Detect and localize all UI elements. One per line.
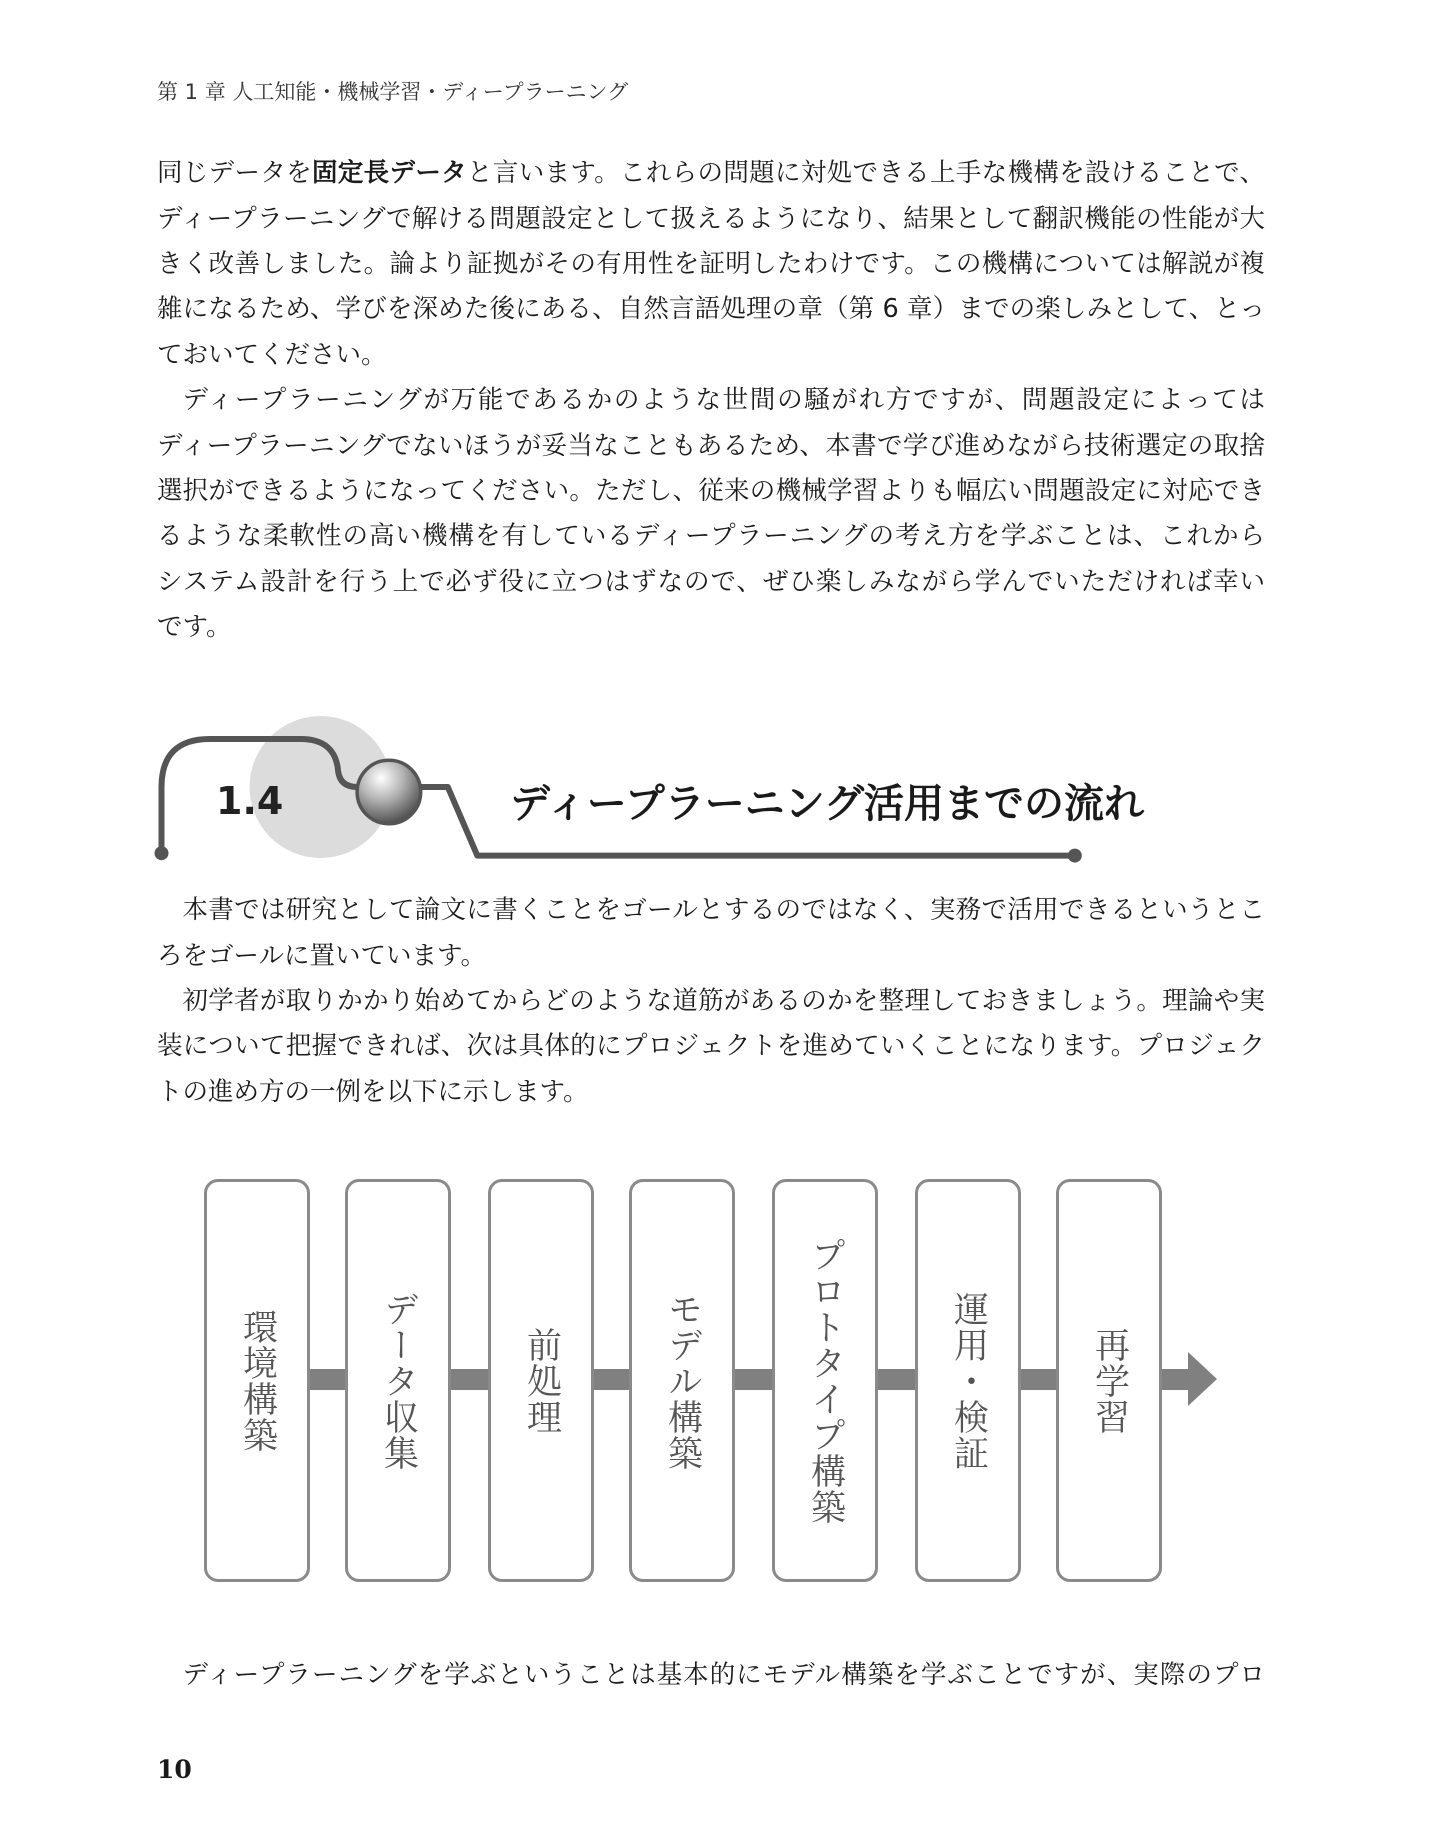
paragraph3-line-2: ろをゴールに置いています。	[157, 940, 486, 971]
flow-step-prototype	[772, 1179, 878, 1582]
flow-step-environment	[204, 1179, 310, 1582]
section-title: ディープラーニング活用までの流れ	[510, 781, 1144, 827]
intro-line-2: ディープラーニングで解ける問題設定として扱えるようになり、結果として翻訳機能の性能が大	[157, 203, 1265, 234]
flow-connector	[1020, 1369, 1057, 1390]
paragraph2-line-1: ディープラーニングが万能であるかのような世間の騒がれ方ですが、問題設定によっては	[182, 385, 1265, 416]
flow-step-model-building	[629, 1179, 735, 1582]
page-number: 10	[157, 1755, 192, 1784]
paragraph3-line-1: 本書では研究として論文に書くことをゴールとするのではなく、実務で活用できるというとこ	[182, 895, 1265, 926]
paragraph2-line-3: 選択ができるようになってください。ただし、従来の機械学習よりも幅広い問題設定に対応でき	[157, 476, 1265, 507]
intro-line-4: 雑になるため、学びを深めた後にある、自然言語処理の章（第 6 章）までの楽しみとして、とっ	[157, 294, 1265, 325]
flow-arrow-head	[1188, 1352, 1217, 1406]
running-head: 第 1 章 人工知能・機械学習・ディープラーニング	[157, 80, 629, 104]
section-number: 1.4	[216, 779, 284, 823]
flow-connector	[309, 1369, 346, 1390]
paragraph4-line-1: 初学者が取りかかり始めてからどのような道筋があるのかを整理しておきましょう。理論や実	[182, 986, 1265, 1017]
flow-step-label: データ収集	[378, 1290, 419, 1471]
intro-line-1	[157, 151, 1265, 196]
flow-step-label: 環境構築	[237, 1308, 278, 1453]
paragraph2-line-5: システム設計を行う上で必ず役に立つはずなので、ぜひ楽しみながら学んでいただければ幸い	[157, 566, 1265, 597]
flow-step-data-collection	[345, 1179, 451, 1582]
flow-step-label: 前処理	[521, 1326, 562, 1435]
body-text-top	[157, 151, 1265, 650]
section-start-dot	[155, 846, 169, 860]
flow-step-label: モデル構築	[662, 1290, 703, 1471]
flow-step-label: 運用・検証	[948, 1290, 989, 1471]
flow-step-label: プロトタイプ構築	[805, 1236, 846, 1525]
body-text-middle	[157, 888, 1265, 1115]
body-text-bottom	[157, 1653, 1265, 1698]
section-end-dot	[1068, 849, 1082, 863]
flow-step-preprocessing	[488, 1179, 594, 1582]
flow-connector	[734, 1369, 773, 1390]
flow-connector	[593, 1369, 630, 1390]
paragraph2-line-2: ディープラーニングでないほうが妥当なこともあるため、本書で学び進めながら技術選定の取捨	[157, 430, 1265, 461]
intro-line-5: ておいてください。	[157, 339, 387, 370]
paragraph4-line-2: 装について把握できれば、次は具体的にプロジェクトを進めていくことになります。プロジェク	[157, 1031, 1265, 1062]
text-span: 同じデータを	[157, 158, 313, 189]
text-span: と言います。これらの問題に対処できる上手な機構を設けることで、	[467, 158, 1265, 189]
paragraph2-line-4: るような柔軟性の高い機構を有しているディープラーニングの考え方を学ぶことは、これから	[157, 521, 1265, 552]
paragraph2-line-6: です。	[157, 612, 232, 643]
flow-arrow-shaft	[1161, 1369, 1190, 1390]
flow-step-label: 再学習	[1089, 1326, 1130, 1435]
flow-connector	[877, 1369, 916, 1390]
flow-step-operation-verification	[915, 1179, 1021, 1582]
paragraph4-line-3: トの進め方の一例を以下に示します。	[157, 1076, 589, 1107]
flow-connector	[450, 1369, 489, 1390]
section-ball	[357, 760, 421, 824]
closing-line-1: ディープラーニングを学ぶということは基本的にモデル構築を学ぶことですが、実際のプロ	[182, 1660, 1265, 1690]
bold-term: 固定長データ	[312, 158, 468, 189]
flow-step-retraining	[1056, 1179, 1162, 1582]
intro-line-3: きく改善しました。論より証拠がその有用性を証明したわけです。この機構については解説が複	[157, 249, 1265, 280]
